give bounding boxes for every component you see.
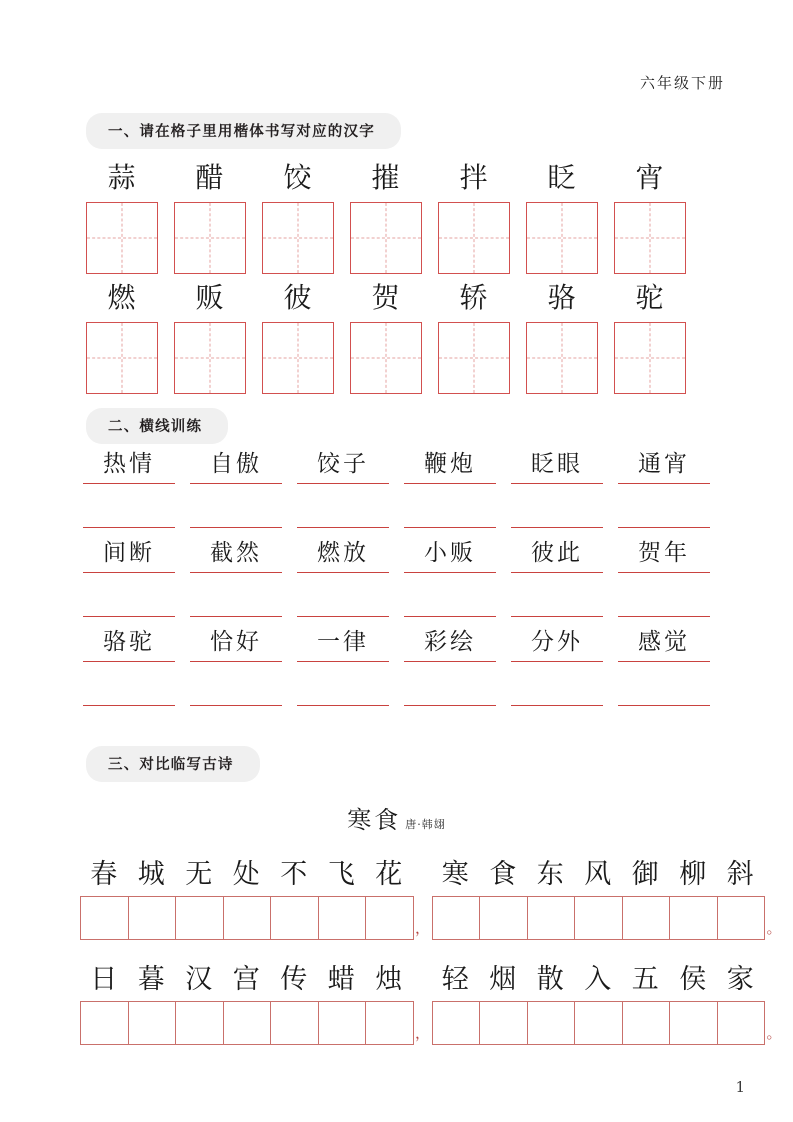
model-word: 骆驼 xyxy=(103,629,155,655)
char-cell xyxy=(256,278,339,394)
practice-underline[interactable] xyxy=(404,705,496,706)
poem-char: 传 xyxy=(280,964,308,995)
poem-writing-box[interactable] xyxy=(433,1002,481,1044)
poem-half-second xyxy=(432,961,766,1045)
poem-char: 蜡 xyxy=(327,964,355,995)
poem-model-chars xyxy=(80,856,414,894)
tianzige-box[interactable] xyxy=(438,322,510,394)
poem-writing-boxes xyxy=(80,1001,414,1045)
poem-char: 暮 xyxy=(137,964,165,995)
char-cell xyxy=(168,158,251,274)
tianzige-box[interactable] xyxy=(350,322,422,394)
poem-char: 日 xyxy=(90,964,118,995)
model-word: 燃放 xyxy=(317,540,369,566)
model-word: 截然 xyxy=(210,540,262,566)
grid-horizontal-guide xyxy=(351,238,421,239)
model-word: 鞭炮 xyxy=(424,451,476,477)
practice-underline[interactable] xyxy=(404,527,496,528)
tianzige-box[interactable] xyxy=(526,322,598,394)
poem-char: 处 xyxy=(232,859,260,890)
poem-writing-boxes xyxy=(432,896,766,940)
model-character: 摧 xyxy=(371,161,400,194)
practice-underline[interactable] xyxy=(618,705,710,706)
char-cell xyxy=(344,278,427,394)
word-cell xyxy=(615,537,713,617)
word-cell xyxy=(294,537,392,617)
model-word: 一律 xyxy=(317,629,369,655)
model-character: 蒜 xyxy=(107,161,136,194)
poem-line-1 xyxy=(80,856,783,940)
char-cell xyxy=(520,278,603,394)
word-underline xyxy=(190,572,282,573)
poem-char: 烟 xyxy=(489,964,517,995)
char-cell xyxy=(256,158,339,274)
page-number: 1 xyxy=(735,1078,745,1096)
model-word: 通宵 xyxy=(638,451,690,477)
poem-writing-box[interactable] xyxy=(528,897,576,939)
poem-model-chars xyxy=(80,961,414,999)
poem-writing-box[interactable] xyxy=(670,897,718,939)
poem-title-block xyxy=(0,800,793,835)
word-cell xyxy=(401,537,499,617)
word-cell xyxy=(401,626,499,706)
poem-punctuation-period: 。 xyxy=(766,1024,782,1042)
tianzige-box[interactable] xyxy=(526,202,598,274)
model-character: 彼 xyxy=(283,281,312,314)
model-character: 轿 xyxy=(459,281,488,314)
character-grid-row-1 xyxy=(80,158,691,274)
model-word: 感觉 xyxy=(638,629,690,655)
model-word: 分外 xyxy=(531,629,583,655)
word-cell xyxy=(508,448,606,528)
word-underline xyxy=(511,572,603,573)
practice-underline[interactable] xyxy=(404,616,496,617)
poem-writing-box[interactable] xyxy=(129,897,177,939)
poem-model-chars xyxy=(432,856,766,894)
char-cell xyxy=(608,158,691,274)
poem-char: 家 xyxy=(726,964,754,995)
model-word: 彼此 xyxy=(531,540,583,566)
practice-underline[interactable] xyxy=(83,705,175,706)
poem-author: 唐·韩翃 xyxy=(405,818,446,831)
word-practice-row-1 xyxy=(80,448,713,528)
poem-char: 轻 xyxy=(441,964,469,995)
poem-writing-boxes xyxy=(80,896,414,940)
practice-underline[interactable] xyxy=(190,705,282,706)
model-character: 燃 xyxy=(107,281,136,314)
section-heading-2: 二、横线训练 xyxy=(86,408,228,444)
practice-underline[interactable] xyxy=(511,616,603,617)
word-underline xyxy=(297,483,389,484)
word-cell xyxy=(187,448,285,528)
grid-horizontal-guide xyxy=(615,358,685,359)
practice-underline[interactable] xyxy=(511,527,603,528)
grid-horizontal-guide xyxy=(263,358,333,359)
tianzige-box[interactable] xyxy=(438,202,510,274)
tianzige-box[interactable] xyxy=(86,322,158,394)
poem-writing-box[interactable] xyxy=(623,897,671,939)
word-underline xyxy=(190,483,282,484)
grid-horizontal-guide xyxy=(175,358,245,359)
grid-horizontal-guide xyxy=(527,358,597,359)
char-cell xyxy=(80,278,163,394)
word-cell xyxy=(508,626,606,706)
model-word: 自傲 xyxy=(210,451,262,477)
word-cell xyxy=(187,626,285,706)
poem-writing-box[interactable] xyxy=(718,1002,766,1044)
word-underline xyxy=(404,661,496,662)
poem-writing-box[interactable] xyxy=(575,1002,623,1044)
poem-model-chars xyxy=(432,961,766,999)
word-underline xyxy=(404,483,496,484)
poem-char: 侯 xyxy=(679,964,707,995)
model-character: 贩 xyxy=(195,281,224,314)
model-word: 饺子 xyxy=(317,451,369,477)
poem-char: 无 xyxy=(185,859,213,890)
char-cell xyxy=(432,278,515,394)
practice-underline[interactable] xyxy=(83,527,175,528)
poem-half-second xyxy=(432,856,766,940)
practice-underline[interactable] xyxy=(190,527,282,528)
poem-writing-box[interactable] xyxy=(224,897,272,939)
practice-underline[interactable] xyxy=(190,616,282,617)
word-underline xyxy=(618,483,710,484)
poem-half-first xyxy=(80,856,414,940)
poem-char: 东 xyxy=(536,859,564,890)
char-cell xyxy=(432,158,515,274)
char-cell xyxy=(520,158,603,274)
poem-writing-box[interactable] xyxy=(319,897,367,939)
poem-writing-box[interactable] xyxy=(623,1002,671,1044)
char-cell xyxy=(608,278,691,394)
word-cell xyxy=(615,626,713,706)
practice-underline[interactable] xyxy=(297,616,389,617)
poem-writing-box[interactable] xyxy=(271,1002,319,1044)
grid-horizontal-guide xyxy=(87,358,157,359)
poem-char: 烛 xyxy=(375,964,403,995)
word-cell xyxy=(80,448,178,528)
tianzige-box[interactable] xyxy=(614,202,686,274)
char-row xyxy=(80,278,691,394)
poem-char: 飞 xyxy=(327,859,355,890)
poem-writing-box[interactable] xyxy=(319,1002,367,1044)
poem-writing-box[interactable] xyxy=(480,1002,528,1044)
model-character: 眨 xyxy=(547,161,576,194)
poem-half-first xyxy=(80,961,414,1045)
poem-writing-box[interactable] xyxy=(176,897,224,939)
word-underline xyxy=(618,572,710,573)
word-underline xyxy=(297,661,389,662)
word-row xyxy=(80,448,713,528)
word-underline xyxy=(618,661,710,662)
char-row xyxy=(80,158,691,274)
word-underline xyxy=(511,661,603,662)
word-cell xyxy=(294,626,392,706)
grid-horizontal-guide xyxy=(263,238,333,239)
grade-header: 六年级下册 xyxy=(639,74,725,92)
poem-char: 花 xyxy=(375,859,403,890)
word-cell xyxy=(294,448,392,528)
word-cell xyxy=(80,626,178,706)
poem-writing-box[interactable] xyxy=(670,1002,718,1044)
poem-writing-box[interactable] xyxy=(480,897,528,939)
practice-underline[interactable] xyxy=(83,616,175,617)
poem-writing-box[interactable] xyxy=(366,1002,414,1044)
character-grid-row-2 xyxy=(80,278,691,394)
word-underline xyxy=(404,572,496,573)
word-cell xyxy=(401,448,499,528)
poem-char: 食 xyxy=(489,859,517,890)
grid-horizontal-guide xyxy=(439,238,509,239)
practice-underline[interactable] xyxy=(618,527,710,528)
grid-horizontal-guide xyxy=(615,238,685,239)
poem-writing-box[interactable] xyxy=(433,897,481,939)
model-word: 彩绘 xyxy=(424,629,476,655)
poem-char: 御 xyxy=(631,859,659,890)
word-row xyxy=(80,537,713,617)
model-word: 间断 xyxy=(103,540,155,566)
poem-writing-box[interactable] xyxy=(575,897,623,939)
model-character: 贺 xyxy=(371,281,400,314)
tianzige-box[interactable] xyxy=(174,202,246,274)
poem-char: 柳 xyxy=(679,859,707,890)
poem-char: 宫 xyxy=(232,964,260,995)
poem-writing-box[interactable] xyxy=(271,897,319,939)
section-heading-3: 三、对比临写古诗 xyxy=(86,746,260,782)
poem-writing-boxes xyxy=(432,1001,766,1045)
word-practice-row-2 xyxy=(80,537,713,617)
word-underline xyxy=(297,572,389,573)
poem-writing-box[interactable] xyxy=(224,1002,272,1044)
poem-char: 斜 xyxy=(726,859,754,890)
word-underline xyxy=(511,483,603,484)
model-character: 宵 xyxy=(635,161,664,194)
model-character: 驼 xyxy=(635,281,664,314)
poem-char: 城 xyxy=(137,859,165,890)
word-practice-row-3 xyxy=(80,626,713,706)
char-cell xyxy=(168,278,251,394)
model-character: 醋 xyxy=(195,161,224,194)
poem-char: 风 xyxy=(584,859,612,890)
model-word: 小贩 xyxy=(424,540,476,566)
tianzige-box[interactable] xyxy=(262,322,334,394)
practice-underline[interactable] xyxy=(618,616,710,617)
tianzige-box[interactable] xyxy=(614,322,686,394)
word-row xyxy=(80,626,713,706)
poem-punctuation-comma: ， xyxy=(414,919,430,937)
poem-line-2 xyxy=(80,961,783,1045)
grid-horizontal-guide xyxy=(175,238,245,239)
word-cell xyxy=(187,537,285,617)
poem-char: 春 xyxy=(90,859,118,890)
practice-underline[interactable] xyxy=(297,705,389,706)
poem-char: 寒 xyxy=(441,859,469,890)
word-underline xyxy=(83,572,175,573)
tianzige-box[interactable] xyxy=(86,202,158,274)
model-character: 拌 xyxy=(459,161,488,194)
word-underline xyxy=(83,661,175,662)
char-cell xyxy=(344,158,427,274)
model-word: 恰好 xyxy=(210,629,262,655)
poem-title: 寒食 xyxy=(347,806,402,834)
poem-line xyxy=(80,961,783,1045)
grid-horizontal-guide xyxy=(87,238,157,239)
poem-char: 五 xyxy=(631,964,659,995)
poem-writing-box[interactable] xyxy=(718,897,766,939)
char-cell xyxy=(80,158,163,274)
poem-writing-box[interactable] xyxy=(81,1002,129,1044)
poem-punctuation-comma: ， xyxy=(414,1024,430,1042)
poem-writing-box[interactable] xyxy=(176,1002,224,1044)
word-underline xyxy=(190,661,282,662)
grid-horizontal-guide xyxy=(527,238,597,239)
word-underline xyxy=(83,483,175,484)
word-cell xyxy=(615,448,713,528)
word-cell xyxy=(80,537,178,617)
tianzige-box[interactable] xyxy=(350,202,422,274)
poem-char: 散 xyxy=(536,964,564,995)
tianzige-box[interactable] xyxy=(262,202,334,274)
section-heading-1: 一、请在格子里用楷体书写对应的汉字 xyxy=(86,113,401,149)
poem-char: 汉 xyxy=(185,964,213,995)
poem-writing-box[interactable] xyxy=(528,1002,576,1044)
practice-underline[interactable] xyxy=(511,705,603,706)
model-character: 饺 xyxy=(283,161,312,194)
grid-horizontal-guide xyxy=(351,358,421,359)
poem-writing-box[interactable] xyxy=(81,897,129,939)
poem-punctuation-period: 。 xyxy=(766,919,782,937)
poem-writing-box[interactable] xyxy=(129,1002,177,1044)
poem-char: 入 xyxy=(584,964,612,995)
poem-writing-box[interactable] xyxy=(366,897,414,939)
model-character: 骆 xyxy=(547,281,576,314)
tianzige-box[interactable] xyxy=(174,322,246,394)
model-word: 热情 xyxy=(103,451,155,477)
poem-char: 不 xyxy=(280,859,308,890)
poem-line xyxy=(80,856,783,940)
model-word: 贺年 xyxy=(638,540,690,566)
model-word: 眨眼 xyxy=(531,451,583,477)
practice-underline[interactable] xyxy=(297,527,389,528)
grid-horizontal-guide xyxy=(439,358,509,359)
word-cell xyxy=(508,537,606,617)
